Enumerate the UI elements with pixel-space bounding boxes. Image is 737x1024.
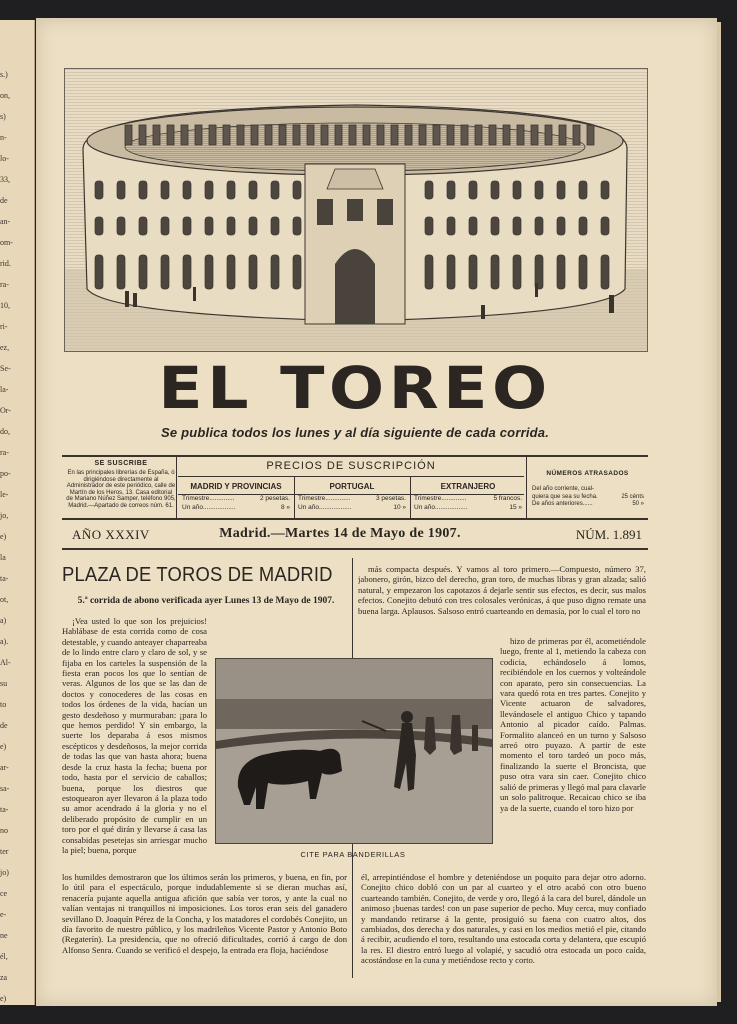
arena-window (183, 217, 191, 235)
arena-window (491, 255, 499, 289)
price-value: 3 pesetas. (376, 495, 406, 502)
adjacent-page-text: a). (0, 637, 9, 646)
adjacent-page-text: la (0, 553, 6, 562)
price-value: 5 francos. (493, 495, 522, 502)
article-paragraph: más compacta después. Y vamos al toro primero.—Compuesto, número 37, jabonero, girón, bizco del derecho, gran toro, de muchas libras y gran alzada; salió natural, y empezaron los capotazos á dejarle sentir sus efectos, es decir, sus malos efectos. Conejito debutó con tres colosales verónicas, á que puso digno remate una buena larga. Aplausos. Salsoso entró cuarteando en demasía, por lo cual el toro no (358, 564, 646, 616)
arena-window (249, 217, 257, 235)
arena-window (535, 181, 543, 199)
arcade-arch (573, 125, 580, 145)
masthead-title: EL TOREO (158, 354, 552, 422)
back-issues-row (532, 486, 644, 494)
adjacent-page-text: jo) (0, 868, 9, 877)
issue-date: Madrid.—Martes 14 de Mayo de 1907. (219, 526, 461, 541)
arcade-arch (181, 125, 188, 145)
arcade-arch (405, 125, 412, 145)
arena-window (139, 181, 147, 199)
article-paragraph: los humildes demostraron que los últimos serán los primeros, y buena, en fin, por lo útil para el espectáculo, porque indudablemente si se dieran muchas así, renacería pujante aquella antigua afición que sabía ver toros, y ante la cual no valían ventajas ni tranquillos ni imposiciones. Los toros eran seis del ganadero sevillano D. Joaquín Pérez de la Concha, y los matadores el cordobés Conejito, un día favorito de nuestro público, y los madrileños Vicente Pastor y Antonio Boto (Regaterín). La presidencia, que no ofreció dificultades, corrió á cargo de don Alfonso Senra. Cuando se verificó el despejo, la entrada era floja, haciéndose (62, 872, 347, 955)
article-text-bottom (62, 872, 646, 982)
adjacent-page-text: Se- (0, 364, 11, 373)
article-paragraph: hizo de primeras por él, acometiéndole luego, frente al 1, metiendo la cabeza con codicia, echándoselo á lomos, recibiéndole en los cuernos y volteándole con aparato, pero sin consecuencias. La vara quedó rota en tres partes. Conejito y Vicente actuaron de salvadores, llevándosele el antiguo Chico y tapando Antonio al picador caído. Palmas. Formalito alanceó en un turno y Salsoso arreó otro puyazo. A partir de este momento el toro tardeó un poco más, finalizando la suerte el Broncista, que puso otra vara sin caer. Conejito chico salió de primeras y llegó mal para clavarle un solo palitroque. Recaicao chico se iba ya de la suerte, cuando el toro hizo por (500, 636, 646, 813)
arena-window (535, 217, 543, 235)
price-label: Un año.................. (414, 504, 468, 511)
subscribe-heading: SE SUSCRIBE (94, 460, 148, 467)
price-label: Un año.................. (182, 504, 236, 511)
adjacent-page-text: de (0, 721, 8, 730)
arcade-arch (251, 125, 258, 145)
bullring-engraving (64, 68, 648, 352)
adjacent-page-text: ce (0, 889, 8, 898)
arcade-arch (559, 125, 566, 145)
back-issues-label: quiera que sea su fecha. (532, 493, 598, 500)
arena-window (293, 255, 301, 289)
arena-window (425, 255, 433, 289)
arena-window (491, 217, 499, 235)
adjacent-page-text: ez, (0, 343, 10, 352)
arena-window (425, 181, 433, 199)
arena-window (601, 217, 609, 235)
price-value: 2 pesetas. (260, 495, 290, 502)
arcade-arch (363, 125, 370, 145)
arcade-arch (587, 125, 594, 145)
arena-window (513, 217, 521, 235)
arena-window (95, 181, 103, 199)
back-issues-price: 25 cénts (621, 493, 644, 500)
adjacent-page-text: an- (0, 217, 11, 226)
adjacent-page-text: e) (0, 742, 7, 751)
adjacent-page-text: ne (0, 931, 8, 940)
divider (176, 457, 177, 518)
arcade-arch (223, 125, 230, 145)
adjacent-page-text: ri- (0, 322, 8, 331)
back-issues-label: De años anteriores...... (532, 501, 593, 507)
arcade-arch (517, 125, 524, 145)
adjacent-page-text: ra- (0, 280, 9, 289)
arena-window (601, 255, 609, 289)
adjacent-page-text: e) (0, 532, 7, 541)
arena-window (579, 217, 587, 235)
arena-window (469, 255, 477, 289)
adjacent-page-text: n- (0, 133, 7, 142)
price-row (411, 494, 525, 503)
price-column (179, 480, 293, 512)
price-label: Un año.................. (298, 504, 352, 511)
adjacent-page-text: to (0, 700, 7, 709)
arena-window (183, 255, 191, 289)
arena-window (95, 217, 103, 235)
adjacent-page-text: él, (0, 952, 8, 961)
adjacent-page-text: om- (0, 238, 13, 247)
adjacent-page-text: ar- (0, 763, 9, 772)
price-column (295, 480, 409, 512)
arcade-arch (335, 125, 342, 145)
arcade-arch (377, 125, 384, 145)
adjacent-page-text: e) (0, 994, 7, 1003)
bullfight-photo (215, 658, 493, 844)
arena-window (447, 181, 455, 199)
arena-window (579, 181, 587, 199)
price-value: 8 » (280, 504, 290, 511)
arena-window (227, 181, 235, 199)
arcade-arch (321, 125, 328, 145)
arena-window (271, 255, 279, 289)
arena-window (579, 255, 587, 289)
arena-window (469, 181, 477, 199)
back-issues-heading: NÚMEROS ATRASADOS (546, 470, 629, 477)
back-issues-label: Del año corriente, cual- (532, 486, 595, 492)
price-column-heading: PORTUGAL (329, 482, 375, 491)
arena-window (205, 217, 213, 235)
arena-window (601, 181, 609, 199)
arena-window (205, 255, 213, 289)
arena-window (491, 181, 499, 199)
divider (526, 457, 527, 518)
rule-bottom (62, 518, 648, 520)
arena-window (227, 217, 235, 235)
adjacent-page-text: ot, (0, 595, 9, 604)
arena-window (271, 181, 279, 199)
arcade-arch (139, 125, 146, 145)
arena-window (447, 217, 455, 235)
arcade-arch (195, 125, 202, 145)
arena-window (249, 181, 257, 199)
adjacent-page-text: la- (0, 385, 9, 394)
price-column-heading: MADRID Y PROVINCIAS (190, 482, 282, 491)
arena-window (117, 181, 125, 199)
arena-window (469, 217, 477, 235)
arena-window (513, 255, 521, 289)
adjacent-page-text: rid. (0, 259, 11, 268)
arena-window (117, 255, 125, 289)
arcade-arch (293, 125, 300, 145)
adjacent-page-text: za (0, 973, 8, 982)
arcade-arch (153, 125, 160, 145)
price-value: 10 » (393, 504, 406, 511)
arcade-arch (475, 125, 482, 145)
issue-number: NÚM. 1.891 (575, 527, 642, 542)
arena-window (249, 255, 257, 289)
price-row (179, 494, 293, 503)
adjacent-page-text: le- (0, 490, 9, 499)
page-edge (717, 22, 721, 1002)
divider (178, 476, 524, 477)
arcade-arch (209, 125, 216, 145)
back-issues-list (532, 486, 644, 509)
arena-window (227, 255, 235, 289)
adjacent-page-text: jo, (0, 511, 9, 520)
adjacent-page-text: su (0, 679, 8, 688)
price-row (179, 503, 293, 512)
adjacent-page-text: ra- (0, 448, 9, 457)
arcade-arch (461, 125, 468, 145)
price-value: 15 » (509, 504, 522, 511)
arena-window (139, 217, 147, 235)
arcade-arch (391, 125, 398, 145)
price-row (295, 503, 409, 512)
adjacent-page-text: ta- (0, 805, 9, 814)
arena-window (205, 181, 213, 199)
adjacent-page-text: Or- (0, 406, 11, 415)
arcade-arch (279, 125, 286, 145)
arcade-arch (125, 125, 132, 145)
adjacent-page-text: lo- (0, 154, 9, 163)
issue-year: AÑO XXXIV (72, 527, 150, 542)
arena-window (161, 255, 169, 289)
arena-window (139, 255, 147, 289)
article-paragraph: ¡Vea usted lo que son los prejuicios! Hablábase de esta corrida como de cosa detestable, y cuando anteayer chaparreaba de lo lindo entre claro y claro de sol, y se fijaba en los carteles la suspensión de la fiesta eran pocos los que lo sentían de veras. Algunos de los que se las dan de doctos y conocederes de las cosas en todos los órdenes de la vida, hacían un gesto desdeñoso y murmuraban: ¡para lo que hemos perdido! Y sin embargo, la suerte los deparaba á esos mismos escépticos y desdeñosos, la mejor corrida de todas las que van hasta ahora; buena desde la cruz hasta la fecha; buena por todo, hasta por el servicio de caballos; buena, porque los diestros que estoquearon ayer llevaron á la plaza todo su amor acendrado á la gloria y no el deliberado propósito de cumplir en un toro por el qué dirán y llevarse á casa las consabidas pesetejas sin arriesgar mucho la piel; buena, porque (62, 616, 207, 855)
adjacent-page-text: de (0, 196, 8, 205)
adjacent-page-text: no (0, 826, 8, 835)
arcade-arch (167, 125, 174, 145)
arcade-arch (447, 125, 454, 145)
back-issues-row (532, 501, 644, 509)
adjacent-page-text: on, (0, 91, 10, 100)
arena-window (557, 181, 565, 199)
arena-window (447, 255, 455, 289)
adjacent-page-text: e- (0, 910, 7, 919)
subscribe-text: En las principales librerías de España, ó dirigiéndose directamente al Administrador de este periódico, calle de Martín de los Heros, 13. Casa editorial de Mariano Núñez Samper, teléfono 905, Madrid.—Apartado de correos núm. 61. (66, 470, 176, 509)
price-label: Trimestre.............. (414, 495, 467, 502)
arena-window (557, 217, 565, 235)
article-subhead: 5.ª corrida de abono verificada ayer Lunes 13 de Mayo de 1907. (77, 596, 335, 606)
arcade-arch (489, 125, 496, 145)
adjacent-page-text: Al- (0, 658, 11, 667)
article-headline: PLAZA DE TOROS DE MADRID (62, 564, 333, 586)
article-text-right (500, 636, 646, 874)
arcade-arch (419, 125, 426, 145)
price-row (295, 494, 409, 503)
arcade-arch (545, 125, 552, 145)
arena-window (95, 255, 103, 289)
arcade-arch (265, 125, 272, 145)
price-column-heading: EXTRANJERO (440, 482, 496, 491)
arena-window (271, 217, 279, 235)
article-paragraph: él, arrepintiéndose el hombre y deteniéndose un poquito para dejar otro adorno. Conejito chico dobló con un par al cuarteo y el otro acabó con otro bueno cuarteando también. Conejito, de verde y oro, llegó á la cara del burel, dándole un animoso ¡buenas tardes! con un pase superior de pecho. Muy cerca, muy confiado y mandando retirarse á la gente, prosiguió su faena con cuatro altos, dos cambiados, dos derecha y dos naturales, y casi en los medios metió el pie, citando á recibir, acudiendo el toro, resultando una estocada corta y delantera, que escupió la res. El diestro entró luego al volapié, y sacudió otra estocada un poco caída, acostándose en la cuna y metiéndose recto y corto. (361, 872, 646, 966)
adjacent-page-text: po- (0, 469, 11, 478)
price-label: Trimestre.............. (182, 495, 235, 502)
adjacent-page-text: ta- (0, 574, 9, 583)
rule-date (62, 548, 648, 550)
back-issues-price: 50 » (632, 501, 644, 507)
arcade-arch (433, 125, 440, 145)
arena-window (293, 217, 301, 235)
adjacent-page-text: 33, (0, 175, 10, 184)
adjacent-page-text: sa- (0, 784, 10, 793)
photo-caption: CITE PARA BANDERILLAS (300, 850, 406, 859)
arcade-arch (349, 125, 356, 145)
back-issues-row (532, 494, 644, 502)
masthead-tagline: Se publica todos los lunes y al día siguiente de cada corrida. (160, 425, 550, 440)
arena-window (117, 217, 125, 235)
arena-window (161, 217, 169, 235)
arena-window (183, 181, 191, 199)
adjacent-page-text: s) (0, 112, 6, 121)
adjacent-page-text: a) (0, 616, 7, 625)
arena-window (425, 217, 433, 235)
price-column (411, 480, 525, 512)
adjacent-page-text: s.) (0, 70, 8, 79)
price-label: Trimestre.............. (298, 495, 351, 502)
price-row (411, 503, 525, 512)
rule-top (62, 455, 648, 457)
arena-window (557, 255, 565, 289)
arena-window (513, 181, 521, 199)
arcade-arch (531, 125, 538, 145)
arena-window (161, 181, 169, 199)
arcade-arch (503, 125, 510, 145)
arcade-arch (307, 125, 314, 145)
adjacent-page-text: ter (0, 847, 9, 856)
adjacent-page-text: 10, (0, 301, 10, 310)
arcade-arch (237, 125, 244, 145)
adjacent-page-text: do, (0, 427, 10, 436)
adjacent-page-edge (0, 20, 35, 1005)
prices-heading: PRECIOS DE SUSCRIPCIÓN (266, 460, 436, 472)
arena-window (293, 181, 301, 199)
